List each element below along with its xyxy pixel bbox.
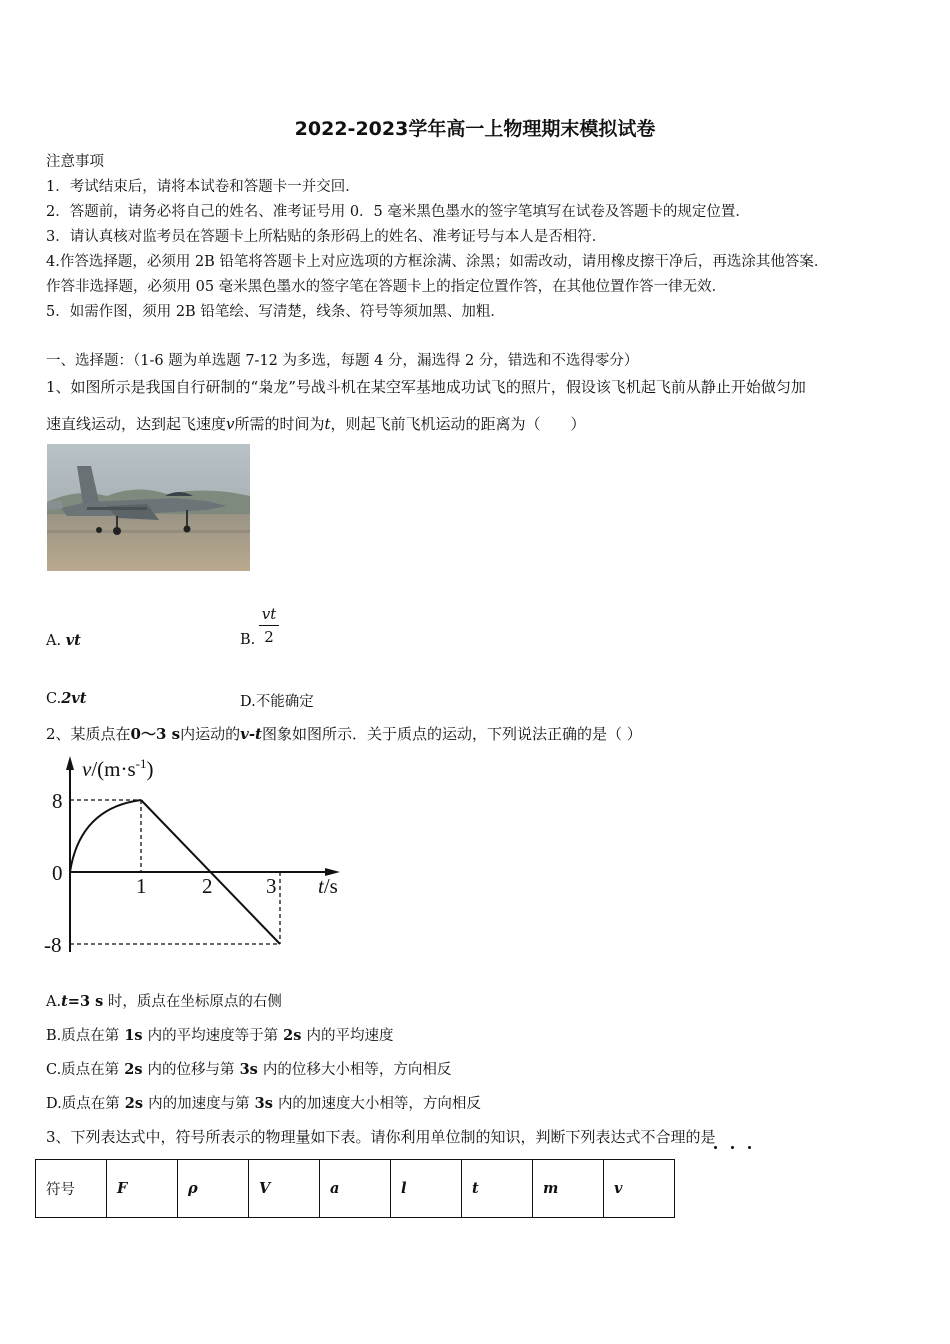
notice-item: 1．考试结束后，请将本试卷和答题卡一并交回． [46,179,360,195]
y-axis-arrow [66,756,74,770]
q1-text: ，则起飞前飞机运动的距离为（ ） [330,415,586,433]
q1-option-c[interactable] [46,690,86,707]
q2-stem [46,723,642,744]
notice-item: 4.作答选择题，必须用 2B 铅笔将答题卡上对应选项的方框涂满、涂黑；如需改动，请用橡皮擦干净后，再选涂其他答案． [46,254,829,270]
q1-option-d[interactable]: D.不能确定 [240,694,314,710]
q2-text: 内运动的 [180,725,241,743]
notice-item: 3．请认真核对监考员在答题卡上所粘贴的条形码上的姓名、准考证号与本人是否相符． [46,229,607,245]
table-cell: a [320,1160,391,1218]
curve-0-1 [70,800,141,872]
notice-item: 作答非选择题，必须用 05 毫米黑色墨水的签字笔在答题卡上的指定位置作答，在其他位置作答一律无效． [46,279,727,295]
q2-option-c[interactable] [46,1058,451,1079]
q2-option-a[interactable] [46,990,282,1011]
notice-heading: 注意事项 [46,154,104,170]
option-num: =3 s [67,993,104,1010]
option-text: 内的加速度大小相等，方向相反 [277,1096,481,1112]
q2-text: 图象如图所示．关于质点的运动，下列说法正确的是（ ） [261,725,642,743]
vt-graph [40,752,350,962]
q2-range: 0～3 s [130,725,181,743]
fraction-numerator: vt [259,605,279,626]
notice-item: 5．如需作图，须用 2B 铅笔绘、写清楚，线条、符号等须加黑、加粗． [46,304,505,320]
page-title: 2022-2023学年高一上物理期末模拟试卷 [294,118,656,140]
q1-option-b-fraction [259,605,279,646]
option-num: 2s [278,1027,307,1044]
table-cell: t [462,1160,533,1218]
q1-text: 速直线运动，达到起飞速度 [46,415,227,433]
option-var: t [61,993,68,1010]
q2-vt: v-t [240,725,262,743]
option-label: A. [46,633,62,649]
q1-text: 所需的时间为 [234,415,325,433]
q1-stem-line2 [46,413,586,434]
option-text: D.质点在第 [46,1096,120,1112]
table-cell: V [249,1160,320,1218]
option-label: A. [46,994,62,1010]
x-tick-3: 3 [266,874,277,898]
y-tick-8: 8 [52,789,63,813]
fraction-denominator: 2 [264,628,274,646]
option-text: 时，质点在坐标原点的右侧 [103,994,282,1010]
x-tick-1: 1 [136,874,147,898]
q1-stem-line1: 1、如图所示是我国自行研制的“枭龙”号战斗机在某空军基地成功试飞的照片，假设该飞机起飞前从静止开始做匀加 [46,378,806,396]
option-num: 1s [119,1027,148,1044]
option-num: 3s [234,1061,263,1078]
q1-var-t: t [324,415,331,433]
option-num: 3s [249,1095,278,1112]
q2-option-b[interactable] [46,1024,393,1045]
option-label: B. [240,632,256,648]
table-cell: F [107,1160,178,1218]
option-value: vt [65,632,81,649]
symbol-table [35,1159,675,1218]
option-text: B.质点在第 [46,1028,120,1044]
q1-var-v: v [226,415,235,433]
x-tick-2: 2 [202,874,213,898]
q1-option-a[interactable] [46,632,81,649]
option-num: 2s [119,1061,148,1078]
table-header-cell: 符号 [36,1160,107,1218]
option-text: C.质点在第 [46,1062,120,1078]
y-tick-neg8: -8 [44,933,62,957]
q2-text: 2、某质点在 [46,725,131,743]
y-tick-0: 0 [52,861,63,885]
option-text: 内的加速度与第 [148,1096,250,1112]
table-cell: m [533,1160,604,1218]
table-cell: v [604,1160,675,1218]
q3-stem: 3、下列表达式中，符号所表示的物理量如下表。请你利用单位制的知识，判断下列表达式不合理的是 [46,1128,716,1146]
emphasis-dot [714,1146,717,1149]
option-text: 内的平均速度 [306,1028,394,1044]
table-cell: ρ [178,1160,249,1218]
option-num: 2s [119,1095,149,1112]
notice-item: 2．答题前，请务必将自己的姓名、准考证号用 0．5 毫米黑色墨水的签字笔填写在试卷及答题卡的规定位置． [46,204,750,220]
option-text: 内的平均速度等于第 [147,1028,279,1044]
table-row [36,1160,675,1218]
q1-option-b[interactable] [240,632,255,648]
option-text: 内的位移大小相等，方向相反 [262,1062,452,1078]
emphasis-dot [748,1146,751,1149]
jet-photo [47,444,250,571]
option-text: 内的位移与第 [147,1062,235,1078]
section-heading: 一、选择题：（1-6 题为单选题 7-12 为多选，每题 4 分，漏选得 2 分，错选和不选得零分） [46,353,639,369]
option-label: C. [46,691,62,707]
q2-option-d[interactable] [46,1092,481,1113]
option-value: 2vt [61,690,87,707]
x-axis-label: t/s [318,874,338,898]
table-cell: l [391,1160,462,1218]
y-axis-label: $v/(m\cdot s^{-1})$ [82,756,154,781]
emphasis-dot [731,1146,734,1149]
